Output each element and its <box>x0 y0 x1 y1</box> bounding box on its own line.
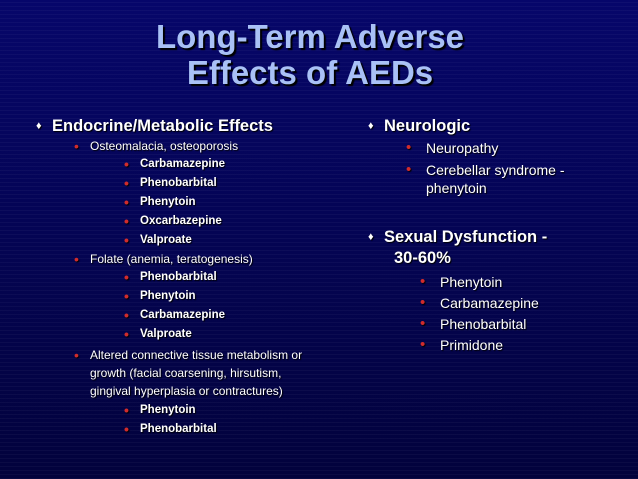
drug-name: Phenobarbital <box>140 423 217 435</box>
connective-line-1: Altered connective tissue metabolism or <box>90 348 303 362</box>
drug-name: Carbamazepine <box>140 309 226 321</box>
list-item <box>124 420 352 439</box>
osteo-label: Osteomalacia, osteoporosis <box>90 139 239 153</box>
slide-title <box>0 19 620 91</box>
sexual-heading-line-2: 30-60% <box>394 249 451 267</box>
dot-bullet-icon: • <box>420 273 426 290</box>
drug-name: Valproate <box>140 328 192 340</box>
dot-bullet-icon: • <box>420 294 426 311</box>
list-item <box>124 231 352 250</box>
list-item <box>124 287 352 306</box>
dot-bullet-icon: • <box>74 347 79 363</box>
drug-name: Phenytoin <box>140 404 196 416</box>
sexual-item: Carbamazepine <box>440 295 539 311</box>
list-item <box>420 315 624 333</box>
osteo-item <box>74 137 352 155</box>
cerebellar-line-1: Cerebellar syndrome - <box>426 162 565 178</box>
dot-bullet-icon: • <box>124 421 129 437</box>
connective-drug-list <box>124 401 352 439</box>
endocrine-heading <box>36 116 352 136</box>
list-item <box>406 139 624 157</box>
connective-line-2: growth (facial coarsening, hirsutism, <box>90 366 282 380</box>
list-item <box>124 212 352 231</box>
connective-line-3: gingival hyperplasia or contractures) <box>90 384 283 398</box>
sexual-heading-line-1: Sexual Dysfunction - <box>384 228 548 246</box>
left-column <box>36 116 352 439</box>
folate-item <box>74 250 352 268</box>
list-item <box>124 193 352 212</box>
diamond-bullet-icon: ♦ <box>368 231 374 243</box>
neuro-item: Neuropathy <box>426 140 499 156</box>
dot-bullet-icon: • <box>74 251 79 267</box>
neurologic-heading-text: Neurologic <box>384 117 471 135</box>
list-item <box>124 268 352 287</box>
drug-name: Phenobarbital <box>140 271 217 283</box>
drug-name: Phenytoin <box>140 196 196 208</box>
list-item <box>124 306 352 325</box>
folate-label: Folate (anemia, teratogenesis) <box>90 252 253 266</box>
cerebellar-line-2: phenytoin <box>426 180 487 196</box>
dot-bullet-icon: • <box>124 288 129 304</box>
drug-name: Valproate <box>140 234 192 246</box>
dot-bullet-icon: • <box>420 315 426 332</box>
dot-bullet-icon: • <box>124 269 129 285</box>
dot-bullet-icon: • <box>124 175 129 191</box>
list-item <box>420 336 624 354</box>
dot-bullet-icon: • <box>406 161 412 178</box>
title-line-1: Long-Term Adverse <box>155 18 465 55</box>
list-item <box>124 325 352 344</box>
drug-name: Phenobarbital <box>140 177 217 189</box>
sexual-item: Phenytoin <box>440 274 503 290</box>
title-line-2: Effects of AEDs <box>186 54 434 91</box>
drug-name: Phenytoin <box>140 290 196 302</box>
dot-bullet-icon: • <box>406 139 412 156</box>
sexual-dysfunction-heading <box>368 227 624 269</box>
sexual-dysfunction-list <box>420 273 624 354</box>
dot-bullet-icon: • <box>124 194 129 210</box>
list-item <box>124 401 352 420</box>
drug-name: Carbamazepine <box>140 158 226 170</box>
dot-bullet-icon: • <box>74 138 79 154</box>
osteo-drug-list <box>124 155 352 250</box>
drug-name: Oxcarbazepine <box>140 215 222 227</box>
dot-bullet-icon: • <box>124 402 129 418</box>
list-item <box>124 174 352 193</box>
dot-bullet-icon: • <box>124 213 129 229</box>
dot-bullet-icon: • <box>124 156 129 172</box>
endocrine-heading-text: Endocrine/Metabolic Effects <box>52 117 273 135</box>
connective-item <box>74 346 352 400</box>
sexual-item: Phenobarbital <box>440 316 527 332</box>
list-item <box>420 294 624 312</box>
list-item <box>406 161 624 197</box>
diamond-bullet-icon: ♦ <box>368 120 374 132</box>
dot-bullet-icon: • <box>124 326 129 342</box>
dot-bullet-icon: • <box>124 232 129 248</box>
list-item <box>420 273 624 291</box>
list-item <box>124 155 352 174</box>
dot-bullet-icon: • <box>124 307 129 323</box>
sexual-item: Primidone <box>440 337 504 353</box>
neurologic-heading <box>368 116 624 136</box>
neurologic-list <box>406 139 624 197</box>
diamond-bullet-icon: ♦ <box>36 120 42 132</box>
folate-drug-list <box>124 268 352 344</box>
right-column <box>368 116 624 354</box>
dot-bullet-icon: • <box>420 336 426 353</box>
